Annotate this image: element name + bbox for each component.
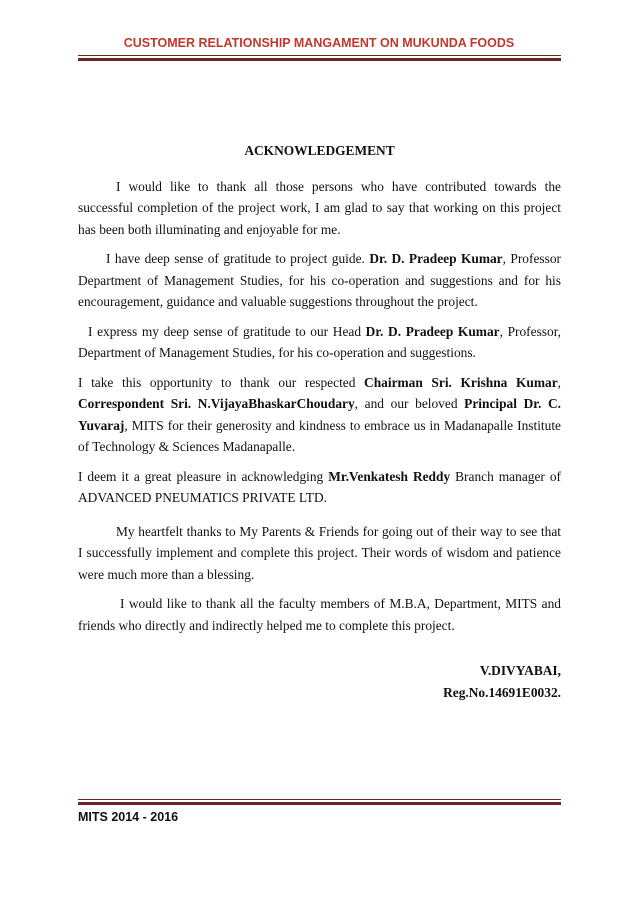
paragraph-4: [78, 372, 561, 458]
paragraph-3-head-name: Dr. D. Pradeep Kumar: [365, 323, 500, 339]
paragraph-5-text-c: Branch manager of ADVANCED PNEUMATICS PRIVATE LTD.: [78, 468, 561, 505]
correspondent-name: Correspondent Sri. N.VijayaBhaskarChoudary: [78, 396, 355, 411]
paragraph-2: [78, 248, 561, 313]
header-rule-thick: [78, 58, 561, 61]
paragraph-4-text-e: , and our beloved: [354, 396, 465, 411]
paragraph-6: My heartfelt thanks to My Parents & Friends for going out of their way to see that I successfully implement and complete this project. Their words of wisdom and patience were much more than a blessing.: [78, 523, 561, 582]
paragraph-1: I would like to thank all those persons who have contributed towards the successful completion of the project work, I am glad to say that working on this project has been both illuminating and enjoyable for me.: [78, 178, 561, 237]
paragraph-4-text-a: I take this opportunity to thank our respected: [78, 374, 365, 390]
paragraph-3: [78, 321, 561, 364]
paragraph-7: I would like to thank all the faculty members of M.B.A, Department, MITS and friends who directly and indirectly helped me to complete this project.: [78, 596, 561, 633]
branch-manager-name: Mr.Venkatesh Reddy: [328, 468, 451, 484]
signature-reg-number: Reg.No.14691E0032.: [443, 684, 561, 700]
header-rule-thin: [78, 55, 561, 56]
paragraph-5: [78, 466, 561, 509]
principal-name: Principal Dr. C. Yuvaraj: [78, 396, 562, 433]
paragraph-2-guide-name: Dr. D. Pradeep Kumar: [369, 251, 503, 266]
signature-name: V.DIVYABAI,: [479, 663, 561, 678]
page-header-title: CUSTOMER RELATIONSHIP MANGAMENT ON MUKUNDA FOODS: [123, 36, 515, 50]
paragraph-5-text-a: I deem it a great pleasure in acknowledging: [78, 468, 329, 484]
footer-rule-thin: [78, 799, 561, 800]
paragraph-4-text-c: ,: [557, 374, 562, 390]
paragraph-4-text-g: , MITS for their generosity and kindness to embrace us in Madanapalle Institute of Technology & Sciences Madanapalle.: [78, 417, 561, 454]
acknowledgement-heading: ACKNOWLEDGEMENT: [244, 143, 395, 158]
footer-rule-thick: [78, 802, 561, 805]
paragraph-2-text-c: , Professor Department of Management Studies, for his co-operation and suggestions and for his encouragement, guidance and valuable suggestions throughout the project.: [78, 251, 561, 309]
paragraph-2-text-a: I have deep sense of gratitude to project guide.: [106, 251, 370, 266]
document-body: [78, 140, 561, 703]
footer-text: MITS 2014 - 2016: [78, 810, 179, 824]
chairman-name: Chairman Sri. Krishna Kumar: [364, 374, 558, 390]
paragraph-3-text-c: , Professor, Department of Management Studies, for his co-operation and suggestions.: [78, 323, 561, 360]
paragraph-3-text-a: I express my deep sense of gratitude to our Head: [88, 323, 366, 339]
